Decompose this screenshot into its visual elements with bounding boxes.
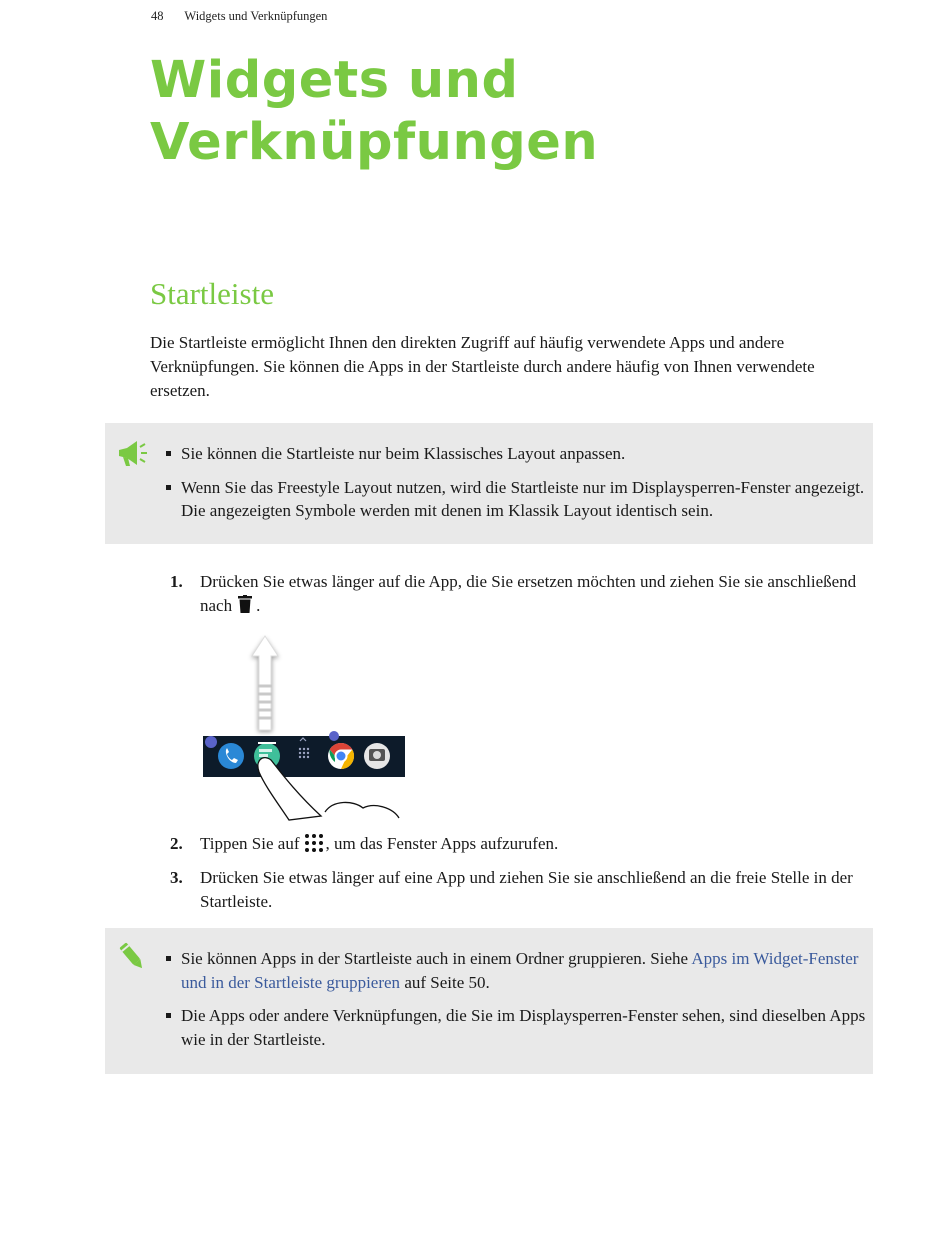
note-box-layout: [105, 423, 873, 544]
running-title: Widgets und Verknüpfungen: [184, 9, 328, 23]
intro-paragraph: Die Startleiste ermöglicht Ihnen den direkten Zugriff auf häufig verwendete Apps und andere Verknüpfungen. Sie können die Apps in der Startleiste durch andere häufig von Ihnen verwendete ersetzen.: [150, 333, 815, 400]
trash-icon: [238, 595, 252, 613]
step-text: Drücken Sie etwas länger auf eine App und ziehen Sie sie anschließend an die freie Stelle in der Startleiste.: [200, 868, 853, 911]
chrome-app-icon: [328, 743, 354, 769]
step-text: Drücken Sie etwas länger auf die App, die Sie ersetzen möchten und ziehen Sie sie anschließend nach: [200, 572, 857, 615]
chapter-title-line1: Widgets und: [150, 51, 519, 110]
step-3: [170, 866, 870, 914]
chapter-title: [150, 50, 850, 174]
step-number: 3.: [170, 868, 183, 887]
apps-grid-icon: [304, 833, 324, 853]
note-item: Sie können Apps in der Startleiste auch in einem Ordner gruppieren. Siehe Apps im Widget-Fenster und in der Startleiste gruppieren auf Seite 50.: [166, 947, 869, 994]
drag-up-arrow: [252, 636, 278, 730]
chapter-title-line2: Verknüpfungen: [150, 113, 599, 172]
note-item: Die Apps oder andere Verknüpfungen, die Sie im Displaysperren-Fenster sehen, sind dieselben Apps wie in der Startleiste.: [166, 1004, 869, 1051]
step-number: 1.: [170, 572, 183, 591]
running-header: [151, 9, 327, 24]
step-list: [170, 570, 870, 618]
startleiste-illustration: [203, 632, 408, 822]
phone-app-icon: [218, 743, 244, 769]
step-list-continued: [170, 832, 870, 914]
step-text-end: .: [256, 596, 261, 615]
camera-app-icon: [364, 743, 390, 769]
cross-reference-link[interactable]: Apps im Widget-Fenster und in der Startleiste gruppieren: [181, 949, 859, 992]
note-item: Sie können die Startleiste nur beim Klassisches Layout anpassen.: [166, 442, 869, 466]
page-number: 48: [151, 9, 164, 23]
pencil-icon: [115, 940, 149, 974]
section-title: Startleiste: [150, 276, 274, 311]
step-text: Tippen Sie auf: [200, 834, 300, 853]
step-1: [170, 570, 870, 618]
note-item: Wenn Sie das Freestyle Layout nutzen, wird die Startleiste nur im Displaysperren-Fenster angezeigt. Die angezeigten Symbole werden mit denen im Klassik Layout identisch sein.: [166, 476, 869, 523]
note-box-tips: [105, 928, 873, 1074]
step-2: [170, 832, 870, 856]
step-text-end: , um das Fenster Apps aufzurufen.: [325, 834, 559, 853]
megaphone-icon: [115, 437, 149, 471]
step-number: 2.: [170, 834, 183, 853]
